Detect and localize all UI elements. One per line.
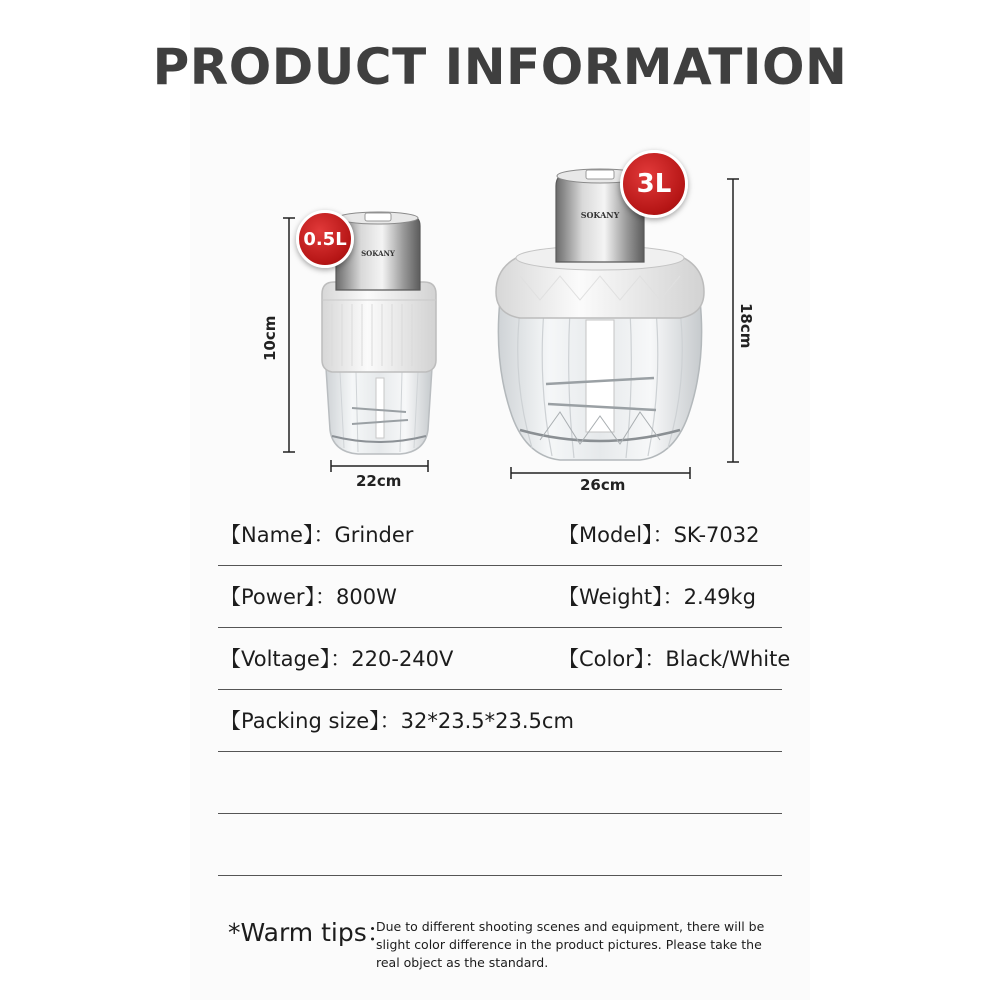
spec-color-value: Black/White [665,647,791,671]
spec-row-empty-2 [218,813,782,876]
large-brand-logo: SOKANY [580,210,620,220]
spec-row-empty-1 [218,751,782,814]
spec-packing [220,705,574,735]
spec-name-sep: ： [313,523,335,547]
spec-weight [558,581,756,611]
spec-power [220,581,397,611]
spec-voltage [220,643,453,673]
spec-row-4 [218,689,782,752]
spec-model-sep: ： [652,523,674,547]
spec-model-value: SK-7032 [673,523,760,547]
spec-row-1 [218,503,782,566]
spec-row-3 [218,627,791,690]
spec-voltage-sep: ： [330,647,352,671]
spec-weight-key: 【Weight】 [558,585,663,609]
spec-color-key: 【Color】 [558,647,645,671]
warm-tips-text: Due to different shooting scenes and equipment, there will be slight color difference in the product pictures. Please take the real object as the standard. [376,919,765,970]
large-height-label: 18cm [737,303,755,349]
spec-weight-sep: ： [662,585,684,609]
spec-power-sep: ： [315,585,336,609]
page-title: PRODUCT INFORMATION [152,38,848,96]
spec-model [558,519,759,549]
spec-color [558,643,790,673]
small-height-label: 10cm [261,315,279,361]
warm-tips-label: *Warm tips： [228,918,392,947]
spec-model-key: 【Model】 [558,523,653,547]
spec-packing-value: 32*23.5*23.5cm [400,709,574,733]
large-width-label: 26cm [580,476,626,494]
spec-packing-sep: ： [379,709,401,733]
spec-row-2 [218,565,782,628]
spec-name-key: 【Name】 [220,523,314,547]
capacity-badge-small: 0.5L [296,210,354,268]
spec-voltage-key: 【Voltage】 [220,647,331,671]
spec-power-key: 【Power】 [220,585,315,609]
spec-name-value: Grinder [334,523,414,547]
capacity-badge-large: 3L [620,150,688,218]
small-brand-logo: SOKANY [361,249,395,258]
spec-packing-key: 【Packing size】 [220,709,380,733]
small-width-label: 22cm [356,472,402,490]
spec-power-value: 800W [336,585,397,609]
large-grinder [496,169,704,460]
spec-name [220,519,413,549]
spec-color-sep: ： [644,647,666,671]
spec-weight-value: 2.49kg [683,585,756,609]
spec-voltage-value: 220-240V [351,647,454,671]
